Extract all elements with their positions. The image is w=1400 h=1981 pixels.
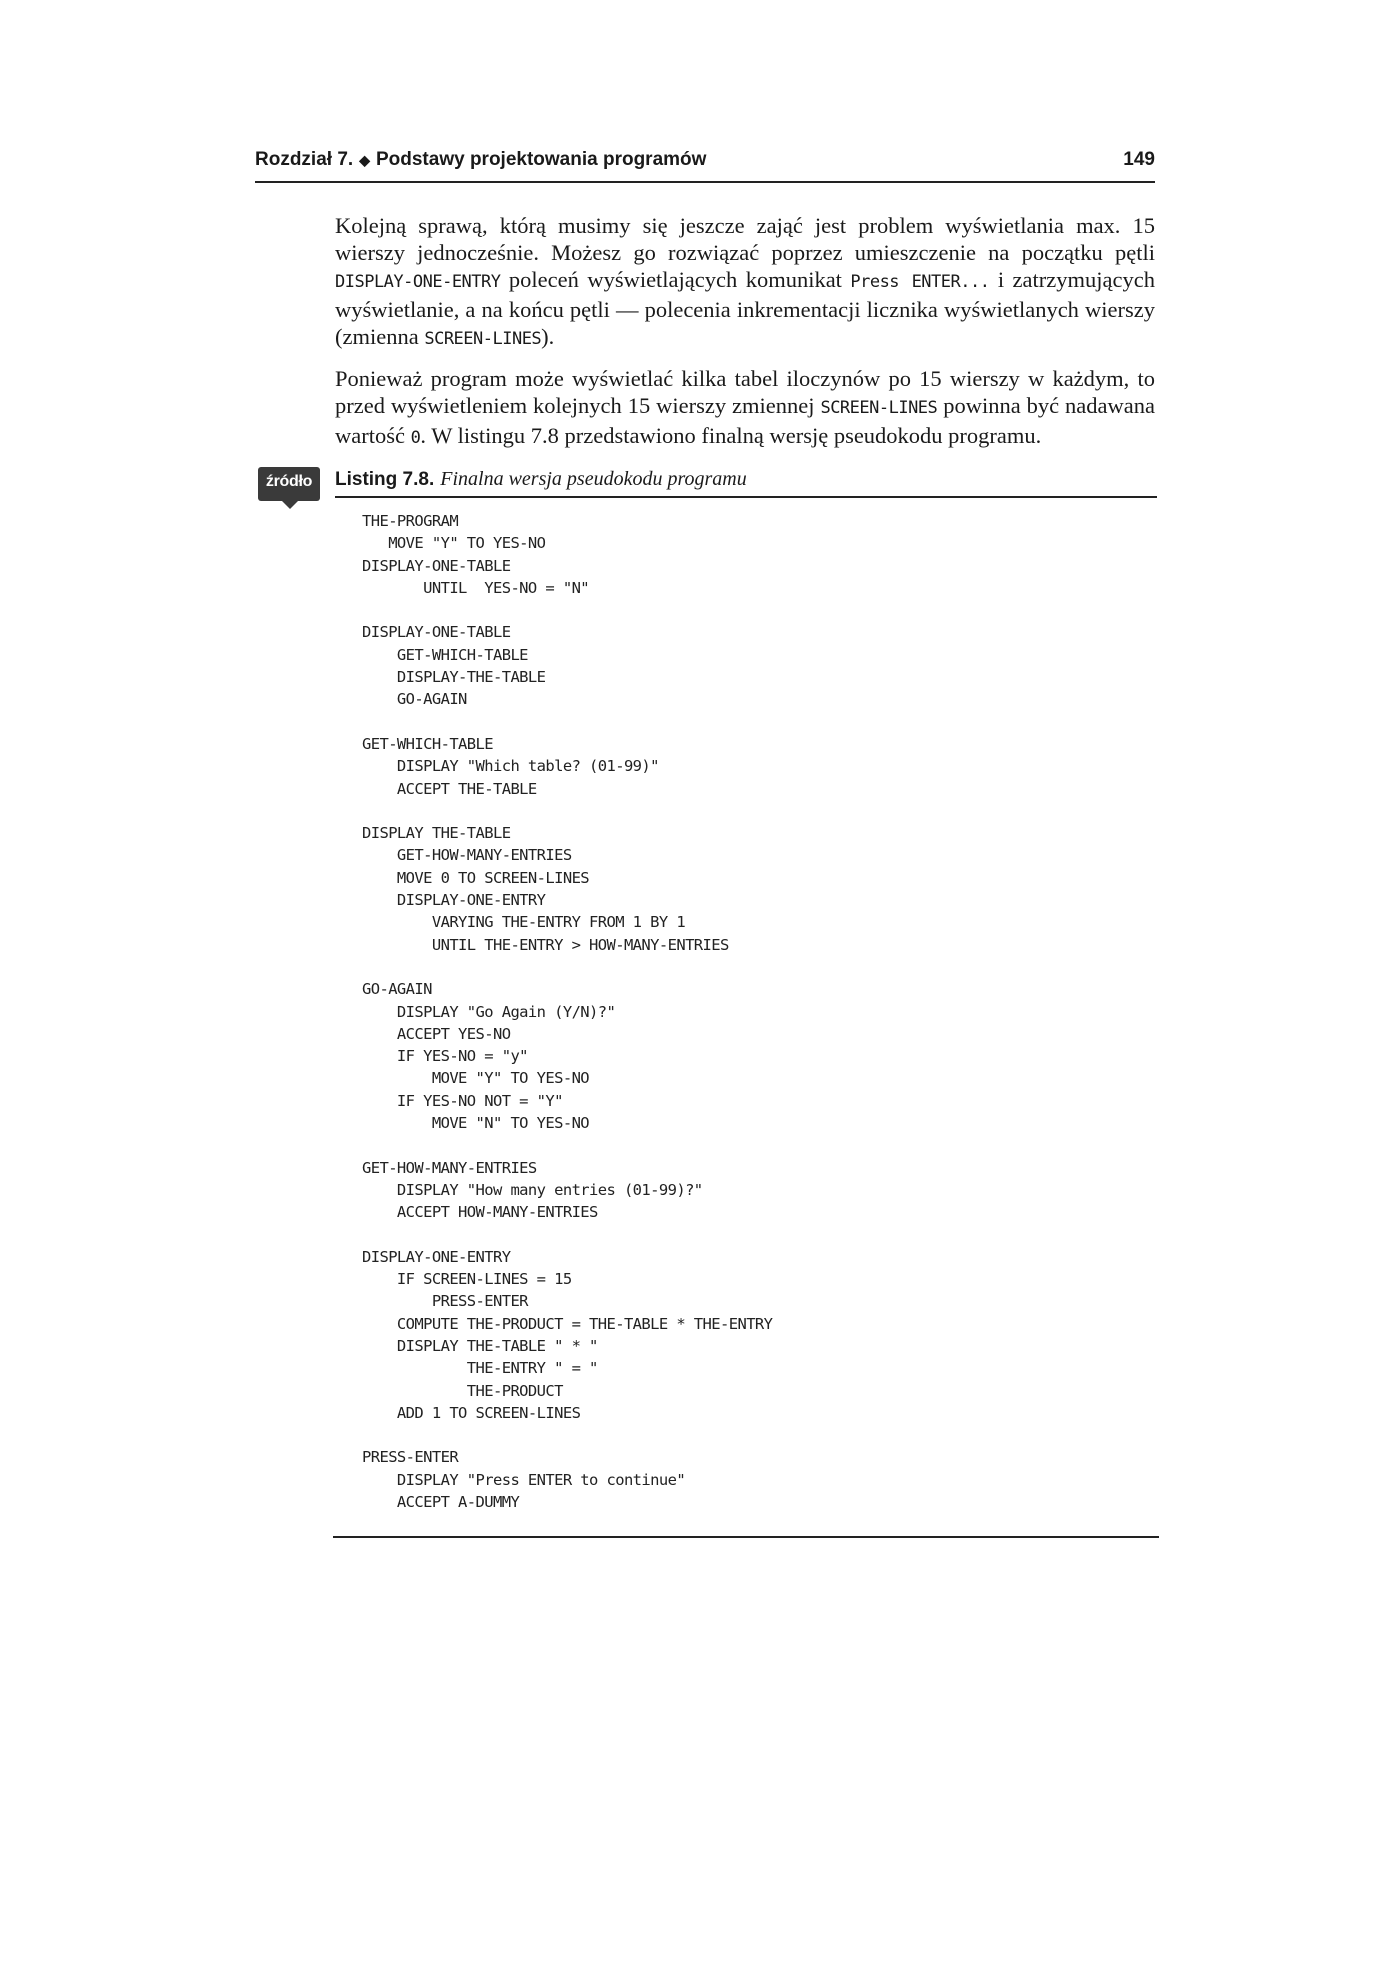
code-line: PRESS-ENTER — [362, 1448, 459, 1467]
running-header — [255, 145, 1155, 183]
para1-code-3: SCREEN-LINES — [424, 329, 542, 349]
para1-text-3: i zatrzymujących wyświetlanie, a na końcu pętli — polecenia inkrementacji licznika wyświetlanych wierszy (zmienna — [335, 267, 1155, 349]
code-line: DISPLAY THE-TABLE " * " — [362, 1336, 598, 1355]
listing-caption — [335, 468, 1157, 498]
code-line: ADD 1 TO SCREEN-LINES — [362, 1403, 581, 1422]
code-line: IF YES-NO NOT = "Y" — [362, 1091, 563, 1110]
code-line: ACCEPT THE-TABLE — [362, 779, 537, 798]
code-line: GET-HOW-MANY-ENTRIES — [362, 1158, 537, 1177]
para2-text-1: Ponieważ program może wyświetlać kilka tabel iloczynów po 15 wierszy w każdym, to przed wyświetleniem kolejnych 15 wierszy zmiennej — [335, 366, 1155, 418]
page-number: 149 — [1123, 149, 1155, 170]
paragraph-2 — [335, 365, 1155, 452]
code-line: GET-WHICH-TABLE — [362, 645, 528, 664]
para2-code-2: 0 — [410, 428, 421, 448]
code-line: GO-AGAIN — [362, 690, 467, 709]
code-line: MOVE "Y" TO YES-NO — [362, 534, 546, 553]
code-line: THE-PROGRAM — [362, 512, 459, 530]
code-line: MOVE 0 TO SCREEN-LINES — [362, 868, 590, 887]
code-line: THE-ENTRY " = " — [362, 1359, 598, 1378]
diamond-separator-icon: ◆ — [359, 152, 370, 168]
code-line: UNTIL YES-NO = "N" — [362, 578, 590, 597]
code-listing — [362, 510, 772, 1513]
code-line: DISPLAY-ONE-TABLE — [362, 623, 511, 642]
code-line: IF SCREEN-LINES = 15 — [362, 1270, 572, 1289]
code-line: MOVE "Y" TO YES-NO — [362, 1069, 590, 1088]
code-line: DISPLAY THE-TABLE — [362, 824, 511, 843]
code-line: IF YES-NO = "y" — [362, 1047, 528, 1066]
code-line: COMPUTE THE-PRODUCT = THE-TABLE * THE-ENTRY — [362, 1314, 773, 1333]
para1-code-1: DISPLAY-ONE-ENTRY — [335, 272, 501, 292]
code-line: ACCEPT A-DUMMY — [362, 1493, 520, 1512]
code-line: DISPLAY-ONE-ENTRY — [362, 891, 546, 910]
para2-code-1: SCREEN-LINES — [820, 398, 938, 418]
code-line: THE-PRODUCT — [362, 1381, 563, 1400]
para1-text-2: poleceń wyświetlających komunikat — [500, 267, 851, 292]
para1-text-1: Kolejną sprawą, którą musimy się jeszcze zająć jest problem wyświetlania max. 15 wierszy jednocześnie. Możesz go rozwiązać poprzez umieszczenie na początku pętli — [335, 213, 1155, 265]
para2-text-3: . W listingu 7.8 przedstawiono finalną wersję pseudokodu programu. — [420, 423, 1042, 448]
code-line: DISPLAY "Press ENTER to continue" — [362, 1470, 686, 1489]
code-line: ACCEPT HOW-MANY-ENTRIES — [362, 1203, 598, 1222]
source-badge-icon: źródło — [258, 467, 320, 501]
code-line: GET-WHICH-TABLE — [362, 734, 493, 753]
listing-title: Finalna wersja pseudokodu programu — [440, 468, 747, 490]
paragraph-1 — [335, 212, 1155, 353]
code-line: MOVE "N" TO YES-NO — [362, 1114, 590, 1133]
para2-text-2: powinna być nadawana wartość — [335, 393, 1155, 448]
chapter-label: Rozdział 7. — [255, 149, 354, 170]
code-line: UNTIL THE-ENTRY > HOW-MANY-ENTRIES — [362, 935, 729, 954]
code-line: DISPLAY-ONE-ENTRY — [362, 1247, 511, 1266]
code-line: GET-HOW-MANY-ENTRIES — [362, 846, 572, 865]
code-line: DISPLAY-THE-TABLE — [362, 668, 546, 687]
para1-text-4: ). — [541, 324, 555, 349]
code-line: DISPLAY "Which table? (01-99)" — [362, 757, 659, 776]
code-line: DISPLAY "Go Again (Y/N)?" — [362, 1002, 616, 1021]
chapter-title: Podstawy projektowania programów — [375, 149, 707, 170]
para1-code-2: Press ENTER... — [850, 272, 990, 292]
code-line: ACCEPT YES-NO — [362, 1024, 511, 1043]
code-line: VARYING THE-ENTRY FROM 1 BY 1 — [362, 913, 686, 932]
code-line: GO-AGAIN — [362, 980, 432, 999]
code-line: DISPLAY-ONE-TABLE — [362, 556, 511, 575]
code-line: PRESS-ENTER — [362, 1292, 528, 1311]
listing-bottom-rule — [333, 1536, 1159, 1538]
listing-label: Listing 7.8. — [335, 469, 435, 490]
header-chapter-title — [255, 149, 706, 171]
code-line: DISPLAY "How many entries (01-99)?" — [362, 1180, 703, 1199]
